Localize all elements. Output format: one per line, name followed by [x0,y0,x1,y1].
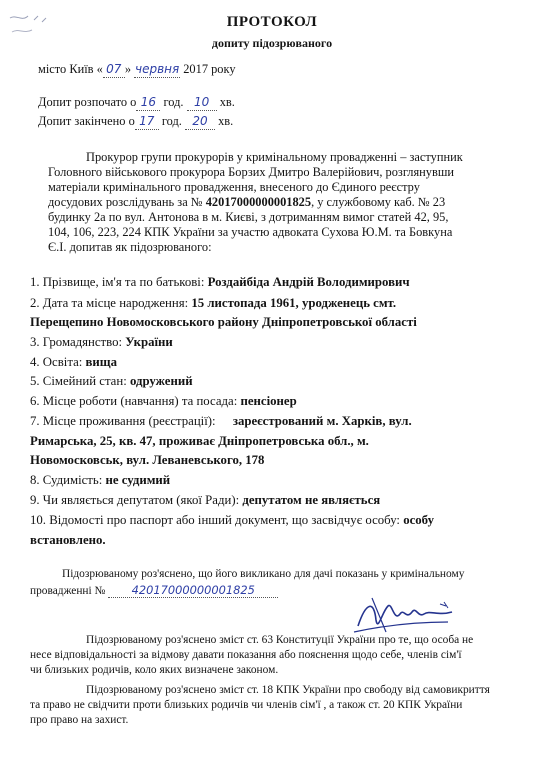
item-5-value: одружений [129,374,193,388]
explained-prefix: провадженні № [30,585,106,597]
rights2-line-3: про право на захист. [30,714,129,726]
intro-line-5: будинку 2а по вул. Антонова в м. Києві, з дотриманням вимог статей 42, 95, [48,210,449,224]
start-label: Допит розпочато о [38,95,137,109]
item-6-value: пенсіонер [240,394,297,408]
intro-line-2: Головного військового прокурора Борзих Дмитро Валерійович, розглянувши [48,165,455,179]
item-9-label: 9. Чи являється депутатом (якої Ради): [30,493,240,507]
item-2-cont [30,315,417,330]
date-day-handwritten: 07 [103,62,125,78]
place-date-sep: » [124,62,132,76]
document-subtitle: допиту підозрюваного [211,36,333,50]
explained-line-2 [30,583,278,598]
item-10-value-a: особу [403,513,434,527]
item-10-cont [30,533,106,548]
item-3-value: України [125,335,173,349]
case-number-handwritten: 42017000000001825 [108,583,278,598]
intro-line-7: Є.І. допитав як підозрюваного: [48,240,212,254]
end-min-handwritten: 20 [185,114,215,130]
item-2-label: 2. Дата та місце народження: [30,296,189,310]
item-1-value: Роздайбіда Андрій Володимирович [207,275,410,289]
intro-line-4a: досудових розслідувань за № [48,195,203,209]
item-7 [30,414,412,429]
place-date-prefix: місто Київ « [38,62,103,76]
start-hour-handwritten: 16 [136,95,160,111]
item-4 [30,355,117,370]
item-4-label: 4. Освіта: [30,355,83,369]
rights1-line-2: несе відповідальності за відмову давати показання або пояснення щодо себе, членів сім'ї [30,649,462,661]
item-1 [30,275,410,290]
item-9 [30,493,380,508]
item-4-value: вища [85,355,118,369]
place-date-suffix: 2017 року [183,62,236,76]
start-time-line [38,95,235,111]
item-10 [30,513,434,528]
case-number: 42017000000001825 [205,195,312,209]
item-6 [30,394,297,409]
intro-line-4 [48,195,445,210]
item-5 [30,374,193,389]
item-2-value-a: 15 листопада 1961, [191,296,299,310]
item-1-label: 1. Прізвище, ім'я та по батькові: [30,275,205,289]
rights1-line-1: Підозрюваному роз'яснено зміст ст. 63 Конституції України про те, що особа не [86,634,474,646]
item-8-label: 8. Судимість: [30,473,103,487]
rights2-line-2: та право не свідчити проти близьких родичів чи членів сім'ї , а також ст. 20 КПК України [30,699,463,711]
item-7-cont-1 [30,434,369,449]
item-3-label: 3. Громадянство: [30,335,123,349]
date-month-handwritten: червня [135,62,180,76]
item-7-value-c: Новомосковськ, вул. Леваневського, 178 [30,453,265,467]
rights2-line-1: Підозрюваному роз'яснено зміст ст. 18 КПК України про свободу від самовикриття [86,684,490,696]
start-min-handwritten: 10 [187,95,217,111]
place-date-line [38,62,236,78]
item-2-value-b: уродженець смт. [301,296,397,310]
end-time-line [38,114,233,130]
item-10-label: 10. Відомості про паспорт або інший документ, що засвідчує особу: [30,513,400,527]
item-8 [30,473,170,488]
min-label-2: хв. [218,114,234,128]
hour-label-2: год. [161,114,182,128]
document-title: ПРОТОКОЛ [226,14,318,30]
item-5-label: 5. Сімейний стан: [30,374,127,388]
rights1-line-3: чи близьких родичів, коло яких визначене законом. [30,664,279,676]
end-label: Допит закінчено о [38,114,135,128]
item-3 [30,335,173,350]
item-9-value: депутатом не являється [242,493,381,507]
min-label: хв. [219,95,235,109]
explained-line-1: Підозрюваному роз'яснено, що його викликано для дачі показань у кримінальному [62,568,465,580]
item-2 [30,296,396,311]
item-6-label: 6. Місце роботи (навчання) та посада: [30,394,238,408]
item-2-value-c: Перещепино Новомосковського району Дніпропетровської області [30,315,417,329]
intro-line-6: 104, 106, 223, 224 КПК України за участю адвоката Сухова Ю.М. та Бовкуна [48,225,453,239]
item-7-cont-2 [30,453,264,468]
hour-label: год. [163,95,184,109]
intro-line-1: Прокурор групи прокурорів у кримінальному провадженні – заступник [86,150,463,164]
item-8-value: не судимий [105,473,171,487]
end-hour-handwritten: 17 [135,114,159,130]
item-7-value-a: зареєстрований м. Харків, вул. [232,414,412,428]
intro-line-3: матеріали кримінального провадження, внесеного до Єдиного реєстру [48,180,420,194]
item-10-value-b: встановлено. [30,533,106,547]
item-7-value-b: Римарська, 25, кв. 47, проживає Дніпропетровська обл., м. [30,434,369,448]
item-7-label: 7. Місце проживання (реєстрації): [30,414,216,428]
intro-line-4c: , у службовому каб. № 23 [311,195,446,209]
signature-icon [352,592,462,638]
